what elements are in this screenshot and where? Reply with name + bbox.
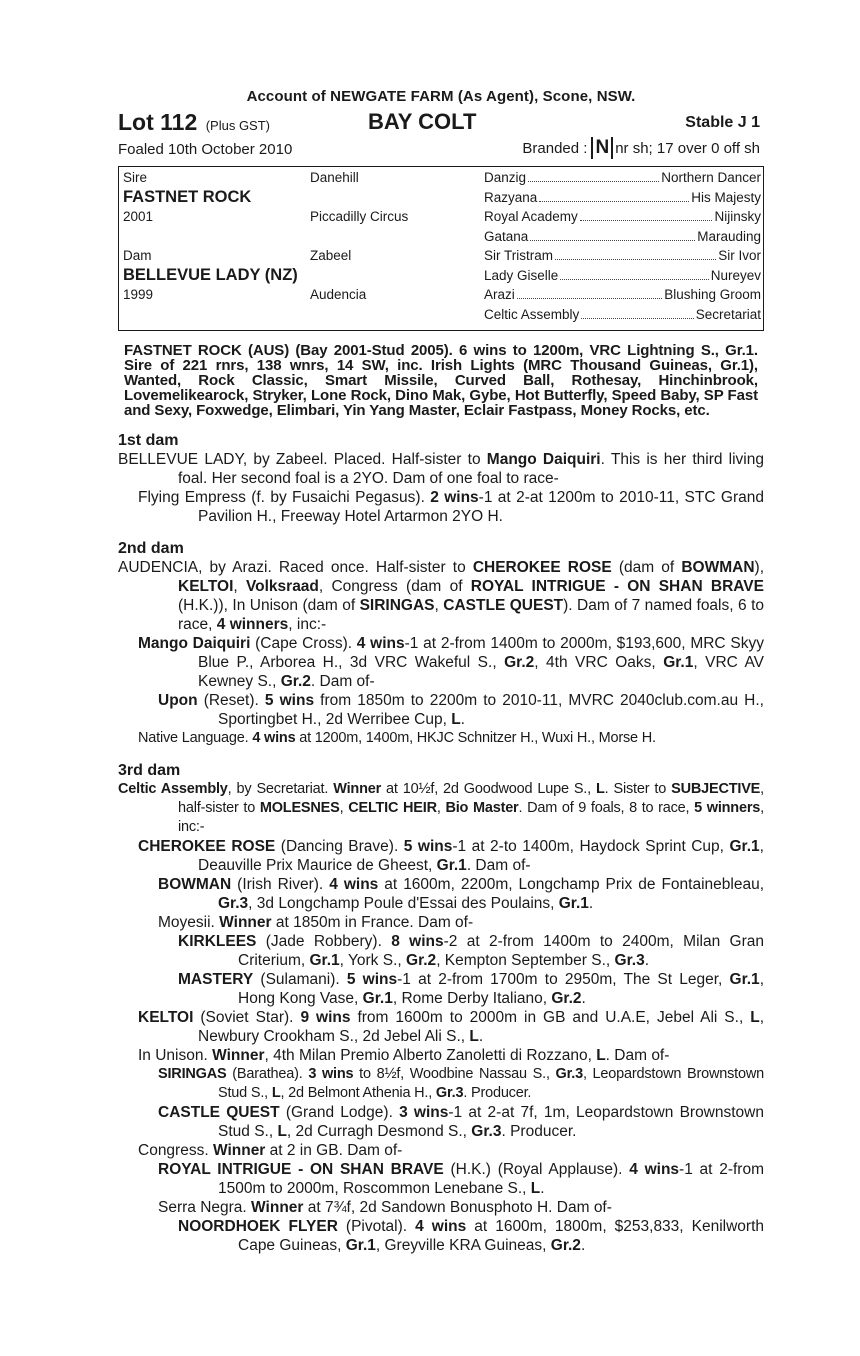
bold-text: Gr.2 [280, 673, 311, 690]
entry-text: at 2 in GB. Dam of- [265, 1142, 403, 1159]
entry-text: , inc:- [178, 800, 764, 835]
entry-text: , [434, 597, 444, 614]
entry-text: Congress. [138, 1142, 213, 1159]
entry-text: (Jade Robbery). [256, 933, 392, 950]
bold-text: L [530, 1180, 541, 1197]
entry-text: , 3d Longchamp Poule d'Essai des Poulains, [248, 895, 559, 912]
bold-text: Mango Daiquiri [138, 635, 251, 652]
bold-text: CHEROKEE ROSE [472, 559, 612, 576]
bold-text: 9 wins [300, 1009, 351, 1026]
pedigree-entry [158, 1065, 764, 1103]
bold-text: MASTERY [178, 971, 254, 988]
dam-year: 1999 [123, 287, 154, 302]
bold-text: 4 wins [252, 730, 296, 746]
bold-text: Gr.1 [663, 654, 694, 671]
bold-text: CHEROKEE ROSE [138, 838, 276, 855]
entry-text: , 2d Curragh Desmond S., [286, 1123, 472, 1140]
grandparent-row [484, 248, 761, 268]
bold-text: Gr.1 [729, 971, 760, 988]
entry-text: at 7¾f, 2d Sandown Bonusphoto H. Dam of- [303, 1199, 612, 1216]
foaled-date: Foaled 10th October 2010 [118, 141, 293, 158]
pedigree-entry [178, 932, 764, 970]
entry-text: (Pivotal). [337, 1218, 416, 1235]
bold-text: 3 wins [399, 1104, 449, 1121]
grandparent-name: Razyana [484, 189, 538, 205]
entry-text: Native Language. [138, 730, 253, 746]
entry-text: , Hong Kong Vase, [238, 971, 764, 1007]
entry-text: Flying Empress (f. by Fusaichi Pegasus). [138, 489, 431, 506]
bold-text: L [271, 1085, 281, 1101]
entry-text: (Dancing Brave). [275, 838, 404, 855]
bold-text: Gr.3 [555, 1066, 583, 1082]
entry-text: -1 at 2-at 7f, 1m, Leopardstown Brownstown Stud S., [218, 1104, 764, 1140]
entry-text: . Producer. [463, 1085, 532, 1101]
grandparent-name: Sir Tristram [484, 248, 553, 263]
bold-text: KIRKLEES [178, 933, 257, 950]
entry-text: (Sulamani). [253, 971, 347, 988]
brand-mark-icon: N [591, 137, 613, 159]
bold-text: KELTOI [138, 1009, 194, 1026]
first-dam-body [118, 450, 764, 526]
entry-text: , 4th Milan Premio Alberto Zanoletti di Rozzano, [264, 1047, 597, 1064]
bold-text: Gr.3 [218, 895, 249, 912]
entry-text: . Dam of- [466, 857, 531, 874]
entry-text: . [588, 895, 594, 912]
entry-text: (Reset). [197, 692, 265, 709]
bold-text: 3 wins [308, 1066, 354, 1082]
stable-location: Stable J 1 [685, 114, 760, 131]
bold-text: ROYAL INTRIGUE - ON SHAN BRAVE [158, 1161, 444, 1178]
pedigree-entry [158, 1198, 764, 1217]
entry-text: (Grand Lodge). [279, 1104, 400, 1121]
sire-label: Sire [123, 170, 148, 185]
grandparent-sire-name: His Majesty [691, 189, 761, 205]
bold-text: Winner [251, 1199, 304, 1216]
dot-leader [517, 288, 662, 299]
entry-text: . [581, 990, 586, 1007]
entry-text: . [540, 1180, 545, 1197]
vendor-account: Account of NEWGATE FARM (As Agent), Scone, NSW. [246, 88, 636, 105]
grandparent-sire-name: Nijinsky [714, 209, 761, 224]
entry-text: -1 at 2-from 1700m to 2950m, The St Leger, [397, 971, 730, 988]
bold-text: Winner [333, 781, 382, 797]
entry-text: (Barathea). [226, 1066, 309, 1082]
grandparent-sire-name: Secretariat [695, 306, 761, 322]
pedigree-entry [158, 913, 764, 932]
grandparent-row [484, 170, 761, 190]
entry-text: , York S., [339, 952, 407, 969]
entry-text: , Leopardstown Brownstown Stud S., [218, 1066, 764, 1101]
pedigree-entry [138, 837, 764, 875]
bold-text: L [469, 1028, 479, 1045]
bold-text: L [277, 1123, 287, 1140]
sire-name: FASTNET ROCK [123, 188, 252, 206]
dot-leader [555, 249, 716, 260]
bold-text: CASTLE QUEST [443, 597, 564, 614]
entry-text: from 1600m to 2000m in GB and U.A.E, Jebel Ali S., [350, 1009, 751, 1026]
entry-text: (dam of [611, 559, 682, 576]
bold-text: L [750, 1009, 760, 1026]
bold-text: Winner [219, 914, 272, 931]
grandparent-row [484, 268, 761, 288]
first-dam-title: 1st dam [118, 432, 179, 449]
dam-dam: Audencia [310, 287, 367, 302]
entry-text: . [644, 952, 650, 969]
branded-label: Branded : [522, 139, 588, 157]
entry-text: from 1850m to 2200m to 2010-11, MVRC 2040club.com.au H., Sportingbet H., 2d Werribee Cup, [218, 692, 764, 728]
entry-text: , Deauville Prix Maurice de Gheest, [198, 838, 764, 874]
grandparent-row [484, 307, 761, 327]
second-dam-section [118, 540, 764, 748]
entry-text: , VRC AV Kewney S., [198, 654, 765, 690]
entry-text: -1 at 2-at 1200m to 2010-11, STC Grand Pavilion H., Freeway Hotel Artarmon 2YO H. [198, 489, 764, 525]
bold-text: Gr.1 [729, 838, 760, 855]
bold-text: 4 wins [629, 1161, 680, 1178]
entry-text: . Dam of- [605, 1047, 670, 1064]
sire-sire: Danehill [310, 170, 359, 185]
bold-text: Winner [212, 1047, 265, 1064]
entry-text: , [436, 800, 446, 816]
pedigree-entry [118, 558, 764, 634]
dot-leader [530, 230, 695, 241]
entry-text: (H.K.) (Royal Applause). [443, 1161, 630, 1178]
pedigree-entry [138, 1141, 764, 1160]
pedigree-entry [138, 488, 764, 526]
grandparent-name: Arazi [484, 287, 515, 302]
bold-text: 4 wins [356, 635, 405, 652]
entry-text: , Rome Derby Italiano, [392, 990, 552, 1007]
bold-text: 4 winners [216, 616, 289, 633]
grandparents-column [484, 170, 761, 326]
second-dam-title: 2nd dam [118, 540, 184, 557]
bold-text: 5 wins [346, 971, 398, 988]
entry-text: , Kempton September S., [436, 952, 615, 969]
pedigree-entry [138, 1008, 764, 1046]
dot-leader [539, 191, 689, 202]
brand-info [522, 137, 760, 159]
entry-text: at 1600m, 1800m, $253,833, Kenilworth Cape Guineas, [238, 1218, 765, 1254]
bold-text: KELTOI [178, 578, 234, 595]
dot-leader [580, 210, 713, 221]
bold-text: CASTLE QUEST [158, 1104, 280, 1121]
grandparent-sire-name: Sir Ivor [718, 248, 761, 263]
entry-text: (Cape Cross). [250, 635, 357, 652]
gst-note: (Plus GST) [205, 118, 271, 133]
third-dam-title: 3rd dam [118, 762, 181, 779]
brand-details: nr sh; 17 over 0 off sh [615, 139, 760, 157]
first-dam-section [118, 432, 764, 526]
bold-text: L [595, 781, 605, 797]
dot-leader [560, 269, 708, 280]
bold-text: Gr.1 [309, 952, 340, 969]
entry-text: , 2d Belmont Athenia H., [280, 1085, 436, 1101]
entry-text: . [478, 1028, 484, 1045]
bold-text: Volksraad [245, 578, 319, 595]
entry-text: , 4th VRC Oaks, [534, 654, 664, 671]
bold-text: BOWMAN [681, 559, 755, 576]
pedigree-entry [118, 450, 764, 488]
dot-leader [528, 171, 659, 182]
bold-text: ROYAL INTRIGUE - ON SHAN BRAVE [470, 578, 764, 595]
bold-text: Gr.3 [471, 1123, 502, 1140]
bold-text: Gr.3 [435, 1085, 464, 1101]
bold-text: CELTIC HEIR [348, 800, 437, 816]
grandparent-row [484, 287, 761, 307]
grandparent-sire-name: Blushing Groom [664, 287, 761, 302]
sire-dam: Piccadilly Circus [310, 209, 409, 224]
foaled-row [118, 137, 764, 161]
grandparent-sire-name: Northern Dancer [661, 170, 761, 185]
entry-text: to 8½f, Woodbine Nassau S., [353, 1066, 556, 1082]
third-dam-body [118, 780, 764, 1255]
pedigree-box [118, 166, 764, 331]
bold-text: Gr.2 [551, 990, 582, 1007]
entry-text: BELLEVUE LADY, by Zabeel. Placed. Half-sister to [118, 451, 487, 468]
entry-text: , half-sister to [178, 781, 764, 816]
entry-text: , Congress (dam of [318, 578, 471, 595]
pedigree-entry [118, 780, 764, 837]
grandparent-row [484, 229, 761, 249]
grandparent-sire-name: Nureyev [710, 267, 761, 283]
entry-text: . Dam of 9 foals, 8 to race, [518, 800, 695, 816]
entry-text: -1 at 2-from 1400m to 2000m, $193,600, MRC Skyy Blue P., Arborea H., 3d VRC Wakeful S., [198, 635, 764, 671]
lot-number-block [118, 109, 270, 136]
pedigree-entry [158, 691, 764, 729]
bold-text: Upon [158, 692, 198, 709]
entry-text: . [460, 711, 465, 728]
entry-text: ). Dam of 7 named foals, 6 to race, [178, 597, 764, 633]
entry-text: Moyesii. [158, 914, 220, 931]
entry-text: . [580, 1237, 586, 1254]
grandparent-name: Danzig [484, 170, 527, 185]
catalogue-page [118, 88, 764, 1255]
bold-text: Mango Daiquiri [486, 451, 601, 468]
bold-text: Gr.1 [436, 857, 467, 874]
entry-text: Serra Negra. [158, 1199, 252, 1216]
entry-text: In Unison. [138, 1047, 213, 1064]
pedigree-entry [138, 634, 764, 691]
entry-text: , by Secretariat. [227, 781, 334, 797]
entry-text: , Greyville KRA Guineas, [375, 1237, 551, 1254]
grandparent-row [484, 190, 761, 210]
bold-text: MOLESNES [259, 800, 340, 816]
pedigree-entry [158, 1160, 764, 1198]
bold-text: Gr.3 [614, 952, 645, 969]
entry-text: -1 at 2-from 1500m to 2000m, Roscommon Lenebane S., [218, 1161, 764, 1197]
sex-colour: BAY COLT [368, 109, 477, 134]
bold-text: L [596, 1047, 606, 1064]
entry-text: -1 at 2-to 1400m, Haydock Sprint Cup, [452, 838, 730, 855]
dam-label: Dam [123, 248, 152, 263]
bold-text: Gr.2 [550, 1237, 581, 1254]
entry-text: AUDENCIA, by Arazi. Raced once. Half-sister to [118, 559, 473, 576]
bold-text: Celtic Assembly [118, 781, 228, 797]
lot-header-row [118, 109, 764, 135]
bold-text: 4 wins [415, 1218, 467, 1235]
entry-text: . Producer. [501, 1123, 577, 1140]
entry-text: at 1600m, 2200m, Longchamp Prix de Fontainebleau, [378, 876, 764, 893]
entry-text: (H.K.)), In Unison (dam of [178, 597, 360, 614]
bold-text: 5 wins [264, 692, 315, 709]
entry-text: ), [754, 559, 764, 576]
entry-text: (Soviet Star). [193, 1009, 301, 1026]
dot-leader [581, 308, 693, 319]
dam-name: BELLEVUE LADY (NZ) [123, 266, 298, 284]
entry-text: . Dam of- [310, 673, 375, 690]
bold-text: Gr.2 [406, 952, 437, 969]
third-dam-section [118, 762, 764, 1255]
bold-text: Bio Master [445, 800, 519, 816]
pedigree-entry [158, 875, 764, 913]
entry-text: at 1200m, 1400m, HKJC Schnitzer H., Wuxi H., Morse H. [295, 730, 656, 746]
sire-summary: FASTNET ROCK (AUS) (Bay 2001-Stud 2005). 6 wins to 1200m, VRC Lightning S., Gr.1. Sire of 221 rnrs, 138 wnrs, 14 SW, inc. Irish Lights (MRC Thousand Guineas, Gr.1), Wanted, Rock Classic, Smart Missile, Curved Ball, Rothesay, Hinchinbrook, Lovemelikearock, Stryker, Lone Rock, Dino Mak, Gybe, Hot Butterfly, Speed Baby, SP Fast and Sexy, Foxwedge, Elimbari, Yin Yang Master, Eclair Fastpass, Money Rocks, etc. [124, 342, 758, 419]
grandparent-row [484, 209, 761, 229]
bold-text: Gr.1 [345, 1237, 376, 1254]
bold-text: NOORDHOEK FLYER [178, 1218, 338, 1235]
pedigree-entry [178, 1217, 764, 1255]
pedigree-entry [138, 1046, 764, 1065]
pedigree-entry [158, 1103, 764, 1141]
lot-number: Lot 112 [118, 109, 198, 135]
bold-text: SIRINGAS [359, 597, 435, 614]
entry-text: . This is her third living foal. Her second foal is a 2YO. Dam of one foal to race- [178, 451, 764, 487]
sire-year: 2001 [123, 209, 154, 224]
entry-text: at 1850m in France. Dam of- [271, 914, 474, 931]
second-dam-body [118, 558, 764, 748]
bold-text: Gr.1 [362, 990, 393, 1007]
entry-text: , [233, 578, 246, 595]
bold-text: SIRINGAS [158, 1066, 227, 1082]
entry-text: , [339, 800, 349, 816]
pedigree-entry [178, 970, 764, 1008]
pedigree-entry [138, 729, 764, 748]
entry-text: , Newbury Crookham S., 2d Jebel Ali S., [198, 1009, 764, 1045]
grandparent-sire-name: Marauding [697, 228, 761, 244]
bold-text: 8 wins [391, 933, 444, 950]
bold-text: SUBJECTIVE [671, 781, 761, 797]
bold-text: 4 wins [329, 876, 379, 893]
entry-text: . Sister to [604, 781, 672, 797]
entry-text: at 10½f, 2d Goodwood Lupe S., [381, 781, 596, 797]
entry-text: (Irish River). [231, 876, 330, 893]
dam-sire: Zabeel [310, 248, 352, 263]
grandparent-name: Celtic Assembly [484, 306, 580, 322]
bold-text: Gr.2 [504, 654, 535, 671]
bold-text: Gr.1 [558, 895, 589, 912]
entry-text: -2 at 2-from 1400m to 2400m, Milan Gran Criterium, [238, 933, 765, 969]
grandparent-name: Lady Giselle [484, 267, 559, 283]
entry-text: , inc:- [288, 616, 327, 633]
bold-text: L [451, 711, 461, 728]
bold-text: 2 wins [430, 489, 479, 506]
bold-text: 5 winners [694, 800, 761, 816]
bold-text: Winner [212, 1142, 266, 1159]
grandparent-name: Royal Academy [484, 209, 578, 224]
bold-text: BOWMAN [158, 876, 232, 893]
grandparent-name: Gatana [484, 228, 529, 244]
bold-text: 5 wins [403, 838, 453, 855]
